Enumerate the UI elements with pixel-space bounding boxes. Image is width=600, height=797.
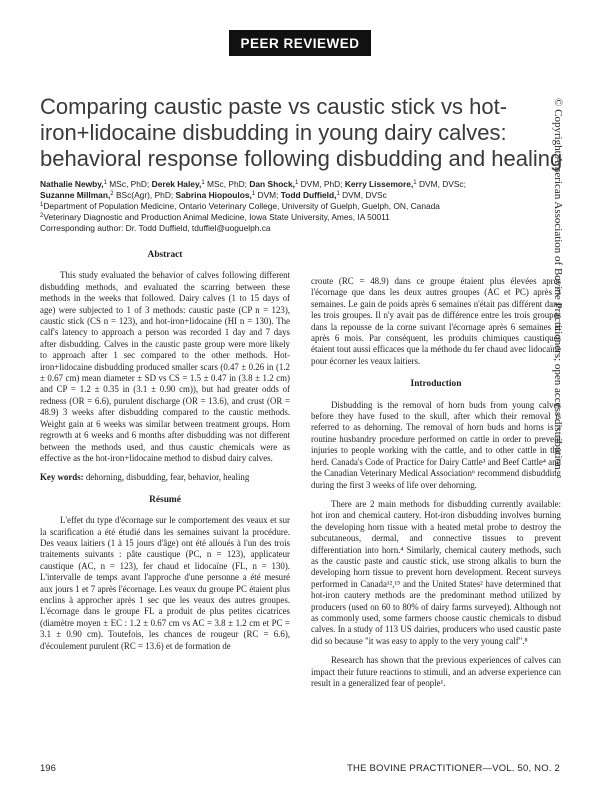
affiliation-text: Veterinary Diagnostic and Production Animal Medicine, Iowa State University, Ames, IA 50011 xyxy=(43,212,390,222)
author-degree: DVM, PhD; xyxy=(298,179,345,189)
author-name: Todd Duffield, xyxy=(280,190,337,200)
author-affiliation-mark: 1 xyxy=(201,180,205,186)
author-block xyxy=(40,179,560,234)
author-affiliation-mark: 1 xyxy=(413,180,417,186)
author-degree: DVM, DVSc xyxy=(339,190,387,200)
affiliation-text: Department of Population Medicine, Ontario Veterinary College, University of Guelph, Guelph, ON, Canada xyxy=(43,201,440,211)
author-degree: MSc, PhD; xyxy=(204,179,250,189)
right-column xyxy=(311,276,561,697)
keywords-text: dehorning, disbudding, fear, behavior, healing xyxy=(83,472,250,483)
title-line-3: behavioral response following disbudding and healing xyxy=(40,146,563,171)
introduction-paragraph: Disbudding is the removal of horn buds from young calves before they have fused to the skull, after which their removal is referred to as dehorning. The removal of horn buds and horns is a routine husbandry procedure performed on cattle in order to prevent injuries to people working with the cattle, and to other cattle in the herd. Canada's Code of Practice for Dairy Cattle³ and Beef Cattle⁴ and the Canadian Veterinary Medical Association⁶ recommend disbudding during the first 3 weeks of life over dehorning. xyxy=(311,399,561,490)
author-degree: DVM; xyxy=(255,190,281,200)
author-affiliation-mark: 1 xyxy=(336,191,340,197)
peer-reviewed-badge: PEER REVIEWED xyxy=(229,30,371,56)
author-line-1 xyxy=(40,179,560,190)
author-name: Sabrina Hiopoulos, xyxy=(175,190,252,200)
resume-text: L'effet du type d'écornage sur le comportement des veaux et sur la scarification a été étudié dans les semaines suivant la procédure. Des veaux laitiers (1 à 15 jours d'âge) ont été alloués à l'un des trois traitements suivants : pâte caustique (PC, n = 123), applicateur caustique (AC, n = 123), fer chaud et lidocaïne (FL, n = 130). L'intervalle de temps avant l'approche d'une personne a été mesuré aux jours 1 et 7 après l'écornage. Les veaux du groupe PC étaient plus enclins à approcher après 1 sec que les veaux des autres groupes. L'écornage dans le groupe FL a produit de plus petites cicatrices (diamètre moyen ± EC : 1.2 ± 0.67 cm vs AC = 3.8 ± 1.2 cm et PC = 3.1 ± 0.90 cm). Toutefois, les chances de rougeur (RC = 6.6), d'écoulement purulent (RC = 13.6) et de formation de xyxy=(40,515,290,651)
introduction-heading: Introduction xyxy=(410,379,462,390)
author-name: Kerry Lissemore, xyxy=(344,179,414,189)
article-title xyxy=(40,94,563,172)
keywords xyxy=(40,472,290,483)
introduction-paragraph: There are 2 main methods for disbudding currently available: hot iron and chemical cautery. Hot-iron disbudding involves burning the developing horn tissue with a heated metal probe to destroy the subcutaneous, dermal, and connective tissues to prevent differentiation into horn.⁴ Similarly, chemical cautery methods, such as the caustic paste and caustic stick, use strong alkalis to burn the developing horn tissue to prevent horn development. Recent surveys performed in Canada¹²,¹⁵ and the United States² have determined that hot-iron cautery methods are the predominant method utilized by producers (used on 60 to 80% of dairy farms surveyed). Although not as commonly used, some farmers choose caustic chemicals to disbud calves. In a study of 113 US dairies, producers who used caustic paste did so because "it was easy to apply to the very young calf".⁸ xyxy=(311,498,561,646)
author-affiliation-mark: 1 xyxy=(294,180,299,186)
affiliation-2 xyxy=(40,212,560,223)
title-line-1: Comparing caustic paste vs caustic stick vs hot- xyxy=(40,94,508,119)
page-number: 196 xyxy=(40,763,56,774)
corresponding-author: Corresponding author: Dr. Todd Duffield, tduffiel@uoguelph.ca xyxy=(40,223,271,233)
author-name: Dan Shock, xyxy=(249,179,295,189)
abstract-text: This study evaluated the behavior of calves following different disbudding methods, and evaluated the scarring between these methods in the weeks that followed. Dairy calves (1 to 15 days of age) were subjected to 1 of 3 methods: caustic paste (CP n = 123), caustic stick (CS n = 123), and hot-iron+lidocaine (HI n = 130). The calf's latency to approach a person was recorded 1 day and 7 days after disbudding. Calves in the caustic paste group were more likely to approach after 1 sec compared to the other methods. Hot-iron+lidocaine disbudding produced smaller scars (0.47 ± 0.26 in (1.2 ± 0.67 cm) mean diameter ± SD vs CS = 1.5 ± 0.47 in (3.8 ± 1.2 cm) and CP = 1.2 ± 0.35 in (3.1 ± 0.90 cm)), but had greater odds of redness (OR = 6.6), purulent discharge (OR = 13.6), and crust (OR = 48.9) 3 weeks after disbudding compared to the caustic methods. Weight gain at 6 weeks was similar between treatment groups. Horn regrowth at 6 weeks and 6 months after disbudding was not different between the methods used, and thus caustic chemicals were as effective as the hot-iron+lidocaine method to disbud dairy calves. xyxy=(40,270,290,463)
resume-heading: Résumé xyxy=(149,494,181,505)
affiliation-mark: 2 xyxy=(40,213,44,219)
resume-text-continued: croute (RC = 48.9) dans ce groupe étaient plus élevées après l'écornage que dans les deux autres groupes (AC et PC) après 3 semaines. Le gain de poids après 6 semaines n'était pas différent dans les trois groupes. Il n'y avait pas de différence entre les trois groupes dans la repousse de la corne suivant l'écornage après 6 semaines et après 6 mois. Par conséquent, les produits chimiques caustiques étaient tout aussi efficaces que la méthode du fer chaud avec lidocaïne pour écorner les veaux laitiers. xyxy=(311,276,561,366)
author-affiliation-mark: 2 xyxy=(110,191,114,197)
title-line-2: iron+lidocaine disbudding in young dairy calves: xyxy=(40,120,507,145)
author-affiliation-mark: 1 xyxy=(103,180,107,186)
abstract-heading: Abstract xyxy=(147,250,183,260)
author-name: Derek Haley, xyxy=(151,179,202,189)
author-name: Suzanne Millman, xyxy=(40,190,111,200)
affiliation-1 xyxy=(40,201,560,212)
author-affiliation-mark: 1 xyxy=(251,191,256,197)
author-line-2 xyxy=(40,190,560,201)
affiliation-mark: 1 xyxy=(40,202,44,208)
journal-footer: THE BOVINE PRACTITIONER—VOL. 50, NO. 2 xyxy=(347,763,560,774)
copyright-notice: © Copyright American Association of Bovine Practitioners; open access distribution. xyxy=(552,98,564,473)
author-name: Nathalie Newby, xyxy=(40,179,104,189)
author-degree: MSc, PhD; xyxy=(106,179,152,189)
author-degree: BSc(Agr), PhD; xyxy=(113,190,176,200)
introduction-paragraph: Research has shown that the previous experiences of calves can impact their future reactions to stimuli, and an adverse experience can result in a generalized fear of people¹. xyxy=(311,655,561,688)
left-column xyxy=(40,250,290,660)
keywords-label: Key words: xyxy=(40,472,84,483)
author-degree: DVM, DVSc; xyxy=(416,179,466,189)
